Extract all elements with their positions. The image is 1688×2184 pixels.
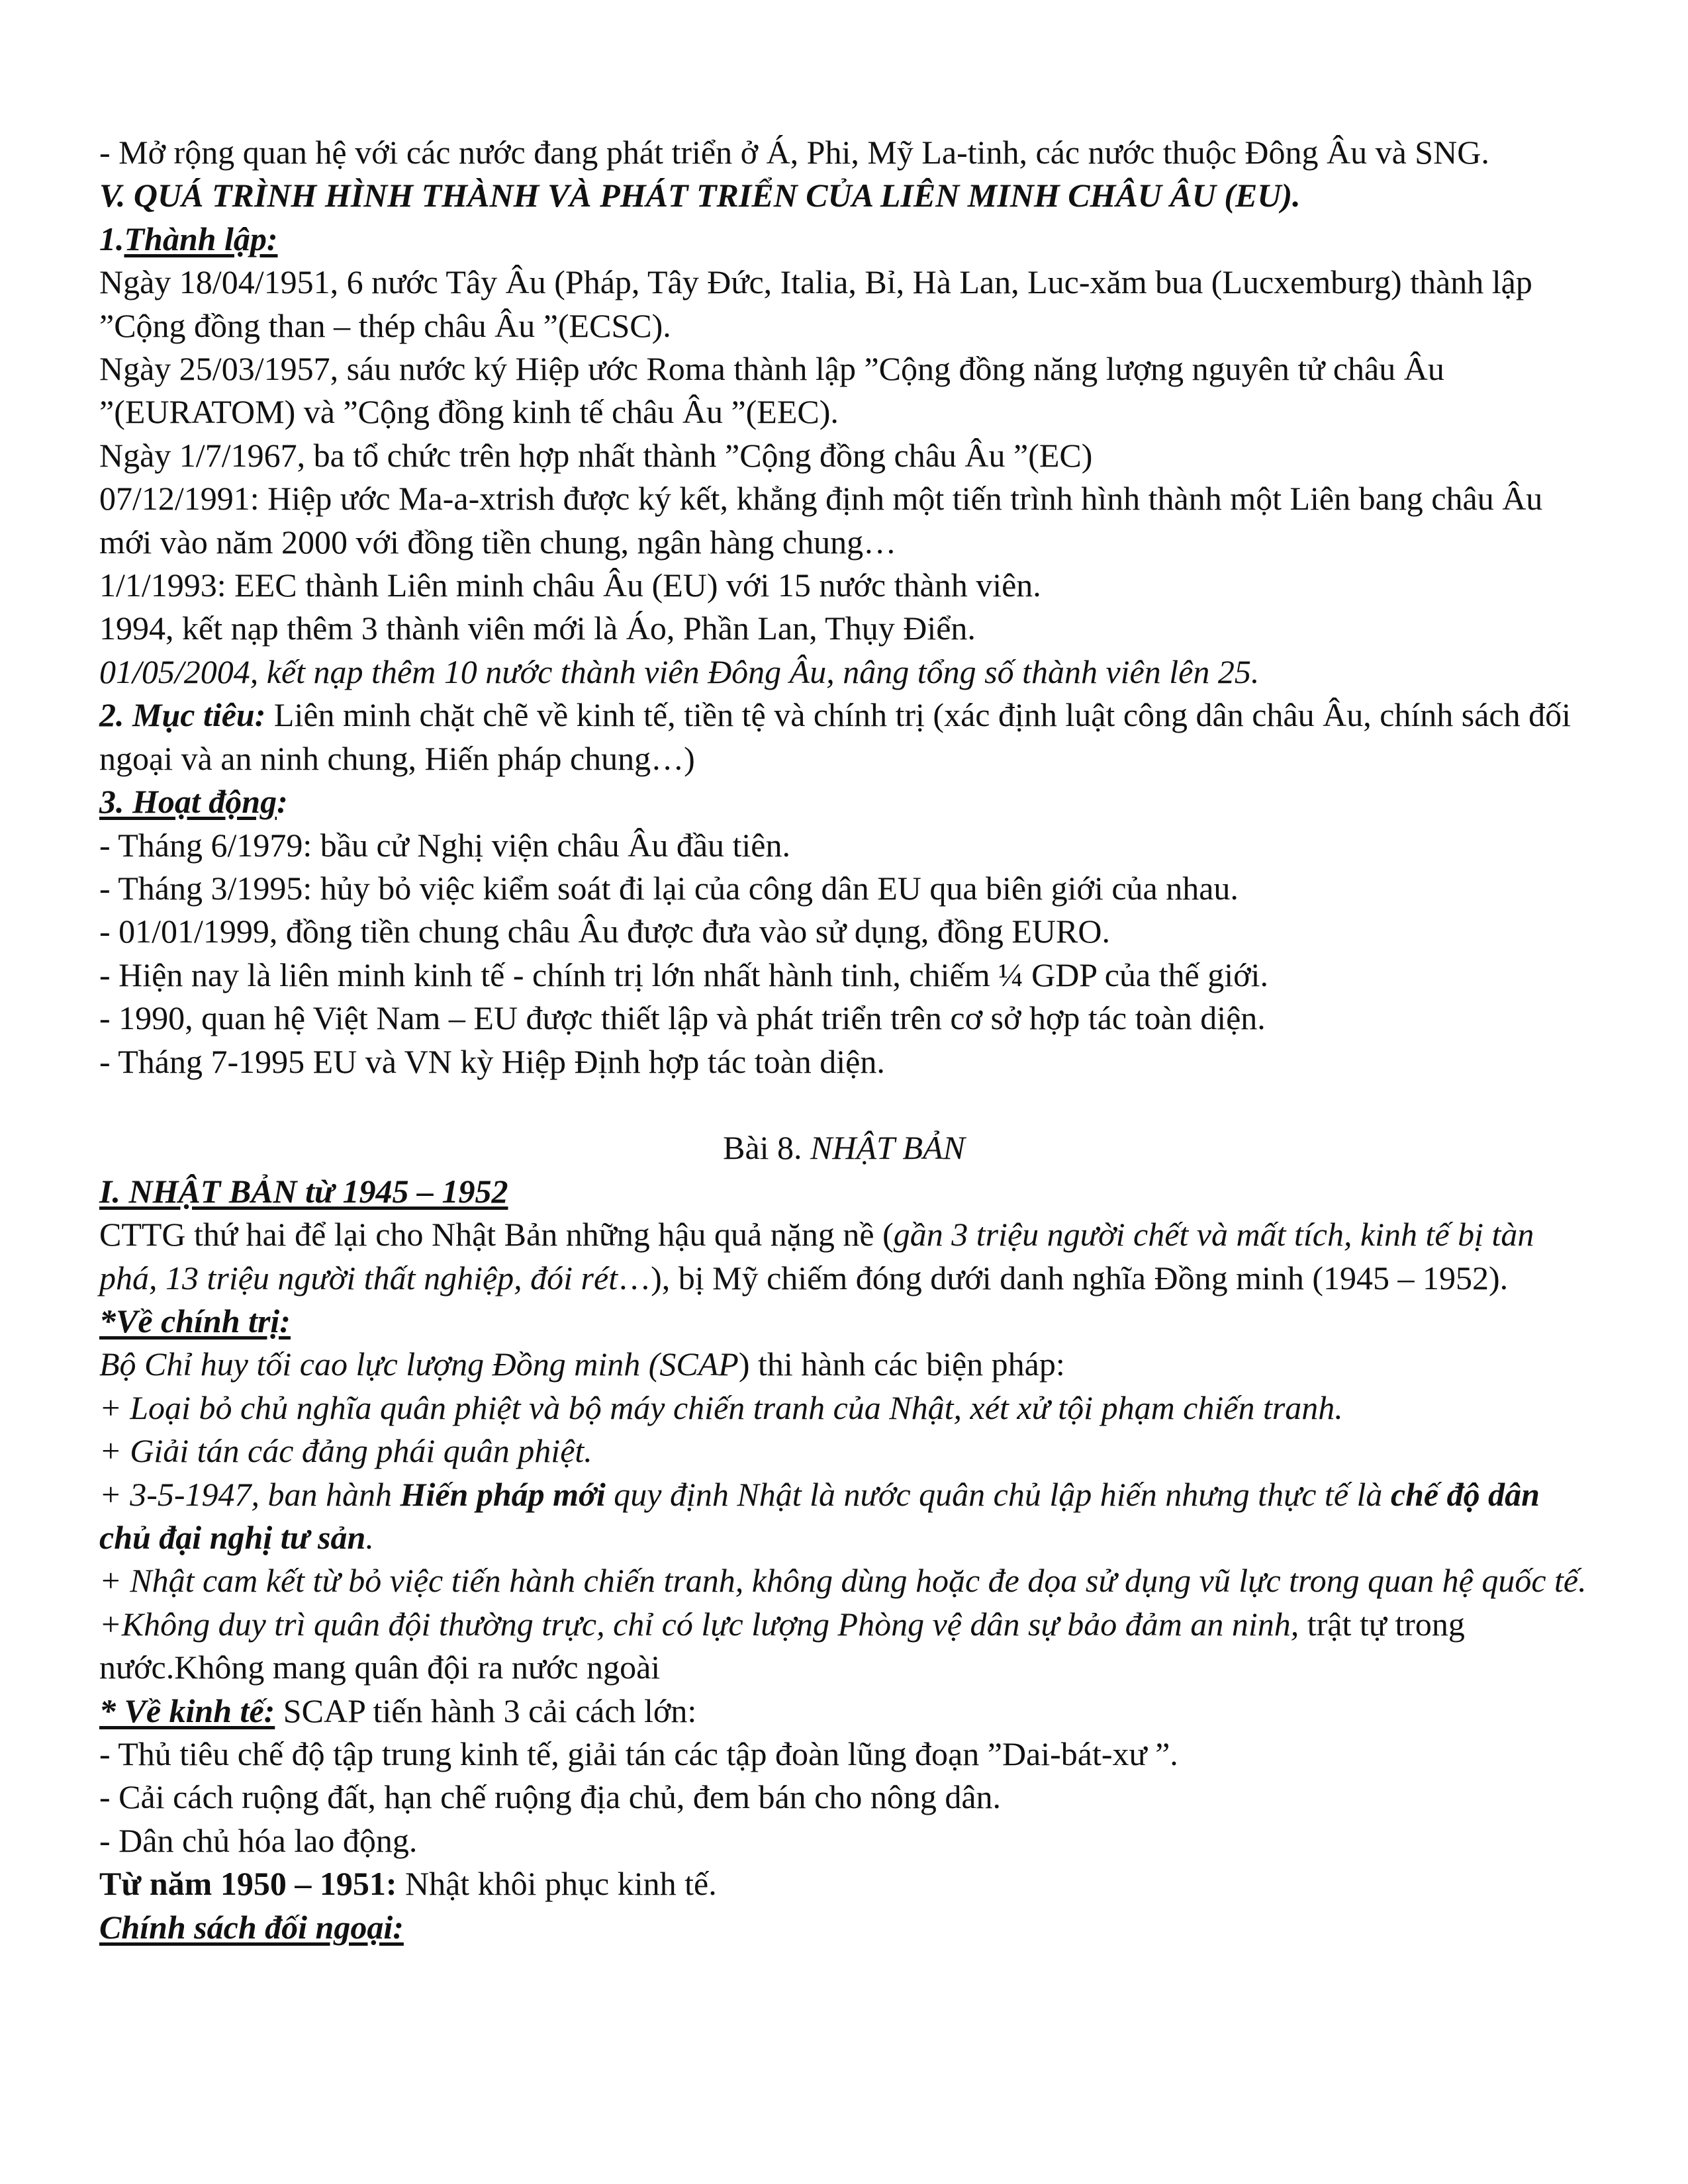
founding-item-4: 07/12/1991: Hiệp ước Ma-a-xtrish được ký kết, khẳng định một tiến trình hình thành một Liên bang châu Âu mới vào năm 2000 với đồng tiền chung, ngân hàng chung…: [99, 480, 1543, 561]
scap-paragraph: [99, 1343, 1589, 1386]
economy-item-2: - Cải cách ruộng đất, hạn chế ruộng địa chủ, đem bán cho nông dân.: [99, 1778, 1002, 1816]
politics-measure-1: + Loại bỏ chủ nghĩa quân phiệt và bộ máy chiến tranh của Nhật, xét xử tội phạm chiến tranh.: [99, 1388, 1343, 1426]
goal-label: 2. Mục tiêu:: [99, 696, 266, 734]
founding-item-5: 1/1/1993: EEC thành Liên minh châu Âu (EU) với 15 nước thành viên.: [99, 567, 1041, 604]
economy-heading: * Về kinh tế:: [99, 1692, 275, 1729]
economy-item-1: - Thủ tiêu chế độ tập trung kinh tế, giải tán các tập đoàn lũng đoạn ”Dai-bát-xư ”.: [99, 1735, 1178, 1773]
activities-label: 3. Hoạt động: [99, 783, 277, 821]
founding-heading: [99, 218, 1589, 261]
measure-3-period: .: [365, 1518, 374, 1556]
activity-item-2: - Tháng 3/1995: hủy bỏ việc kiểm soát đi lại của công dân EU qua biên giới của nhau.: [99, 869, 1239, 907]
economy-paragraph: [99, 1690, 1589, 1733]
war-text-italic: gần 3 triệu người chết và mất tích, kinh tế bị tàn phá, 13 triệu người thất nghiệp, đói rét: [99, 1216, 1534, 1297]
politics-measure-5: [99, 1603, 1589, 1690]
measure-3-constitution: Hiến pháp mới: [400, 1475, 606, 1513]
goal-text: Liên minh chặt chẽ về kinh tế, tiền tệ và chính trị (xác định luật công dân châu Âu, chính sách đối ngoại và an ninh chung, Hiến pháp chung…): [99, 696, 1571, 777]
lesson-title-prefix: Bài 8.: [723, 1129, 811, 1167]
measure-5-italic: +Không duy trì quân đội thường trực, chỉ có lực lượng Phòng vệ dân sự bảo đảm an ninh,: [99, 1605, 1299, 1643]
intro-text: - Mở rộng quan hệ với các nước đang phát triển ở Á, Phi, Mỹ La-tinh, các nước thuộc Đông Âu và SNG.: [99, 134, 1489, 171]
politics-measure-2: + Giải tán các đảng phái quân phiệt.: [99, 1432, 592, 1470]
politics-measure-3: [99, 1473, 1589, 1560]
activity-item-5: - 1990, quan hệ Việt Nam – EU được thiết lập và phát triển trên cơ sở hợp tác toàn diện.: [99, 999, 1266, 1037]
recovery-paragraph: [99, 1862, 1589, 1905]
measure-5-rest: trật tự trong nước.Không mang quân đội ra nước ngoài: [99, 1605, 1465, 1686]
politics-heading: *Về chính trị:: [99, 1302, 291, 1340]
founding-item-7: 01/05/2004, kết nạp thêm 10 nước thành viên Đông Âu, nâng tổng số thành viên lên 25.: [99, 653, 1260, 690]
activity-item-6: - Tháng 7-1995 EU và VN kỳ Hiệp Định hợp tác toàn diện.: [99, 1042, 885, 1080]
economy-item-3: - Dân chủ hóa lao động.: [99, 1821, 418, 1859]
measure-3-a: + 3-5-1947, ban hành: [99, 1475, 400, 1513]
activities-heading: [99, 780, 1589, 823]
war-text-2: ), bị Mỹ chiếm đóng dưới danh nghĩa Đồng minh (1945 – 1952).: [651, 1259, 1509, 1297]
lesson-title-main: NHẬT BẢN: [810, 1129, 965, 1167]
founding-title: Thành lập:: [124, 220, 278, 257]
recovery-label: Từ năm 1950 – 1951:: [99, 1865, 397, 1903]
founding-item-1: Ngày 18/04/1951, 6 nước Tây Âu (Pháp, Tây Đức, Italia, Bỉ, Hà Lan, Luc-xăm bua (Lucxemburg) thành lập ”Cộng đồng than – thép châu Âu ”(ECSC).: [99, 263, 1532, 344]
war-paragraph: [99, 1213, 1589, 1300]
activity-item-3: - 01/01/1999, đồng tiền chung châu Âu được đưa vào sử dụng, đồng EURO.: [99, 913, 1110, 950]
foreign-policy-heading: Chính sách đối ngoại:: [99, 1908, 404, 1946]
activity-item-4: - Hiện nay là liên minh kinh tế - chính trị lớn nhất hành tinh, chiếm ¼ GDP của thế giới.: [99, 956, 1268, 993]
measure-3-regime: chế độ dân chủ đại nghị tư sản: [99, 1475, 1540, 1556]
scap-rest: ) thi hành các biện pháp:: [738, 1345, 1065, 1383]
blank-line: [99, 1083, 1589, 1126]
section1-heading: I. NHẬT BẢN từ 1945 – 1952: [99, 1172, 508, 1210]
activities-colon: :: [277, 783, 288, 821]
recovery-text: Nhật khôi phục kinh tế.: [397, 1865, 717, 1903]
activity-item-1: - Tháng 6/1979: bầu cử Nghị viện châu Âu đầu tiên.: [99, 826, 790, 864]
goal-paragraph: [99, 694, 1589, 780]
war-ellipsis: …: [618, 1259, 651, 1297]
politics-measure-4: + Nhật cam kết từ bỏ việc tiến hành chiến tranh, không dùng hoặc đe dọa sử dụng vũ lực trong quan hệ quốc tế.: [99, 1562, 1587, 1600]
eu-heading: V. QUÁ TRÌNH HÌNH THÀNH VÀ PHÁT TRIỂN CỦA LIÊN MINH CHÂU ÂU (EU).: [99, 177, 1301, 214]
lesson-title: [99, 1126, 1589, 1169]
founding-item-6: 1994, kết nạp thêm 3 thành viên mới là Áo, Phần Lan, Thụy Điển.: [99, 610, 976, 647]
intro-paragraph: [99, 131, 1589, 174]
founding-item-3: Ngày 1/7/1967, ba tổ chức trên hợp nhất thành ”Cộng đồng châu Âu ”(EC): [99, 436, 1093, 474]
scap-italic: Bộ Chỉ huy tối cao lực lượng Đồng minh (SCAP: [99, 1345, 739, 1383]
founding-number: 1.: [99, 220, 124, 257]
measure-3-c: quy định Nhật là nước quân chủ lập hiến nhưng thực tế là: [605, 1475, 1391, 1513]
economy-intro: SCAP tiến hành 3 cải cách lớn:: [275, 1692, 697, 1729]
war-text-1: CTTG thứ hai để lại cho Nhật Bản những hậu quả nặng nề (: [99, 1216, 894, 1253]
founding-item-2: Ngày 25/03/1957, sáu nước ký Hiệp ước Roma thành lập ”Cộng đồng năng lượng nguyên tử châu Âu ”(EURATOM) và ”Cộng đồng kinh tế châu Âu ”(EEC).: [99, 350, 1444, 431]
